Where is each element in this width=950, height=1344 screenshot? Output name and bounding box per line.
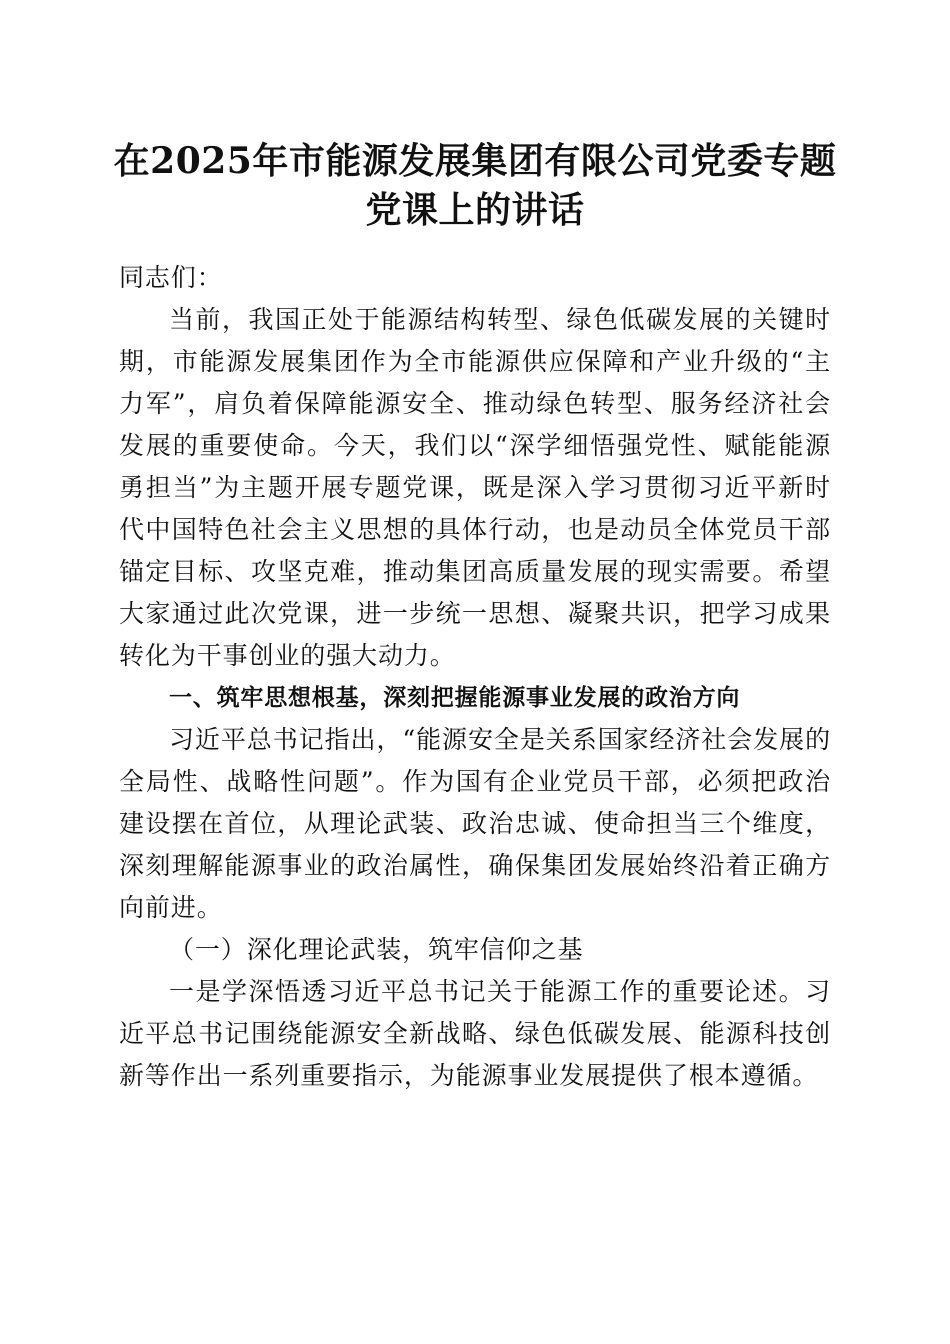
document-title-line-1: 在2025年市能源发展集团有限公司党委专题 bbox=[113, 140, 837, 182]
document-title-line-2: 党课上的讲话 bbox=[365, 189, 585, 231]
document-body bbox=[119, 257, 831, 1097]
subsection-heading-1: （一）深化理论武装，筑牢信仰之基 bbox=[169, 935, 584, 964]
paragraph-section-1: 习近平总书记指出，“能源安全是关系国家经济社会发展的全局性、战略性问题”。作为国有企业党员干部，必须把政治建设摆在首位，从理论武装、政治忠诚、使命担当三个维度，深刻理解能源事业的政治属性，确保集团发展始终沿着正确方向前进。 bbox=[119, 725, 831, 922]
paragraph-point-1: 一是学深悟透习近平总书记关于能源工作的重要论述。习近平总书记围绕能源安全新战略、绿色低碳发展、能源科技创新等作出一系列重要指示，为能源事业发展提供了根本遵循。 bbox=[119, 977, 831, 1090]
section-heading-1: 一、筑牢思想根基，深刻把握能源事业发展的政治方向 bbox=[169, 685, 741, 711]
greeting: 同志们： bbox=[119, 263, 223, 292]
paragraph-intro: 当前，我国正处于能源结构转型、绿色低碳发展的关键时期，市能源发展集团作为全市能源供应保障和产业升级的“主力军”，肩负着保障能源安全、推动绿色转型、服务经济社会发展的重要使命。今天，我们以“深学细悟强党性、赋能能源勇担当”为主题开展专题党课，既是深入学习贯彻习近平新时代中国特色社会主义思想的具体行动，也是动员全体党员干部锚定目标、攻坚克难，推动集团高质量发展的现实需要。希望大家通过此次党课，进一步统一思想、凝聚共识，把学习成果转化为干事创业的强大动力。 bbox=[119, 305, 831, 670]
